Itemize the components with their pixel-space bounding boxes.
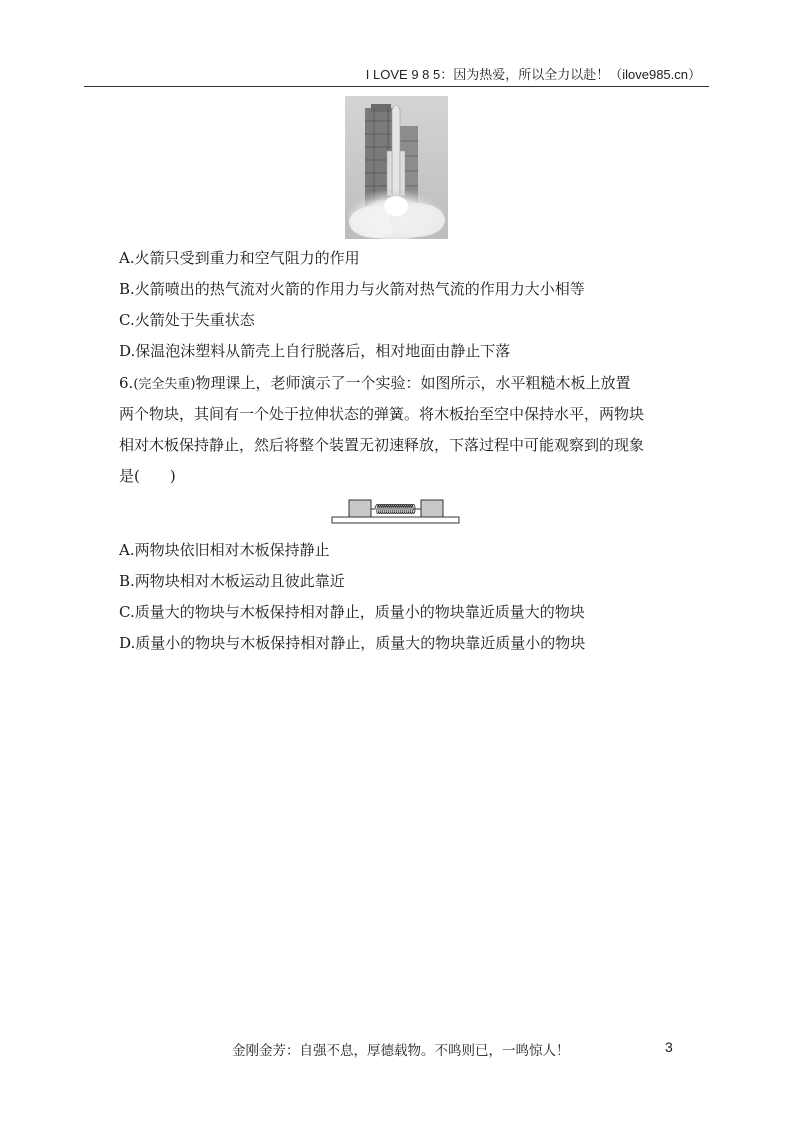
q6-stem-line-3: 相对木板保持静止，然后将整个装置无初速释放，下落过程中可能观察到的现象	[119, 436, 645, 454]
q6-stem-line-4: 是( )	[119, 467, 176, 485]
q6-option-b: B.两物块相对木板运动且彼此靠近	[119, 572, 345, 590]
q5-option-b: B.火箭喷出的热气流对火箭的作用力与火箭对热气流的作用力大小相等	[119, 280, 585, 298]
header-divider	[84, 86, 709, 87]
q6-stem-text: 物理课上，老师演示了一个实验：如图所示，水平粗糙木板上放置	[195, 374, 631, 392]
q5-option-d: D.保温泡沫塑料从箭壳上自行脱落后，相对地面由静止下落	[119, 342, 511, 360]
q6-stem-line-1	[119, 373, 630, 395]
q6-number: 6.	[119, 374, 134, 392]
q6-option-a: A.两物块依旧相对木板保持静止	[119, 541, 330, 559]
footer-motto: 金刚金芳：自强不息，厚德载物。不鸣则已，一鸣惊人！	[232, 1043, 570, 1059]
q5-option-a: A.火箭只受到重力和空气阻力的作用	[119, 249, 360, 267]
q6-topic-tag: (完全失重)	[133, 377, 196, 392]
q6-stem-line-2: 两个物块，其间有一个处于拉伸状态的弹簧。将木板抬至空中保持水平，两物块	[119, 405, 645, 423]
q6-option-d: D.质量小的物块与木板保持相对静止，质量大的物块靠近质量小的物块	[119, 634, 586, 652]
rocket-launch-photo	[345, 96, 448, 239]
page-number: 3	[665, 1039, 673, 1055]
page-header: I LOVE 9 8 5：因为热爱，所以全力以赴！（ilove985.cn）	[365, 67, 701, 82]
blocks-with-spring-on-board	[331, 497, 461, 525]
q5-option-c: C.火箭处于失重状态	[119, 311, 255, 329]
q6-option-c: C.质量大的物块与木板保持相对静止，质量小的物块靠近质量大的物块	[119, 603, 585, 621]
